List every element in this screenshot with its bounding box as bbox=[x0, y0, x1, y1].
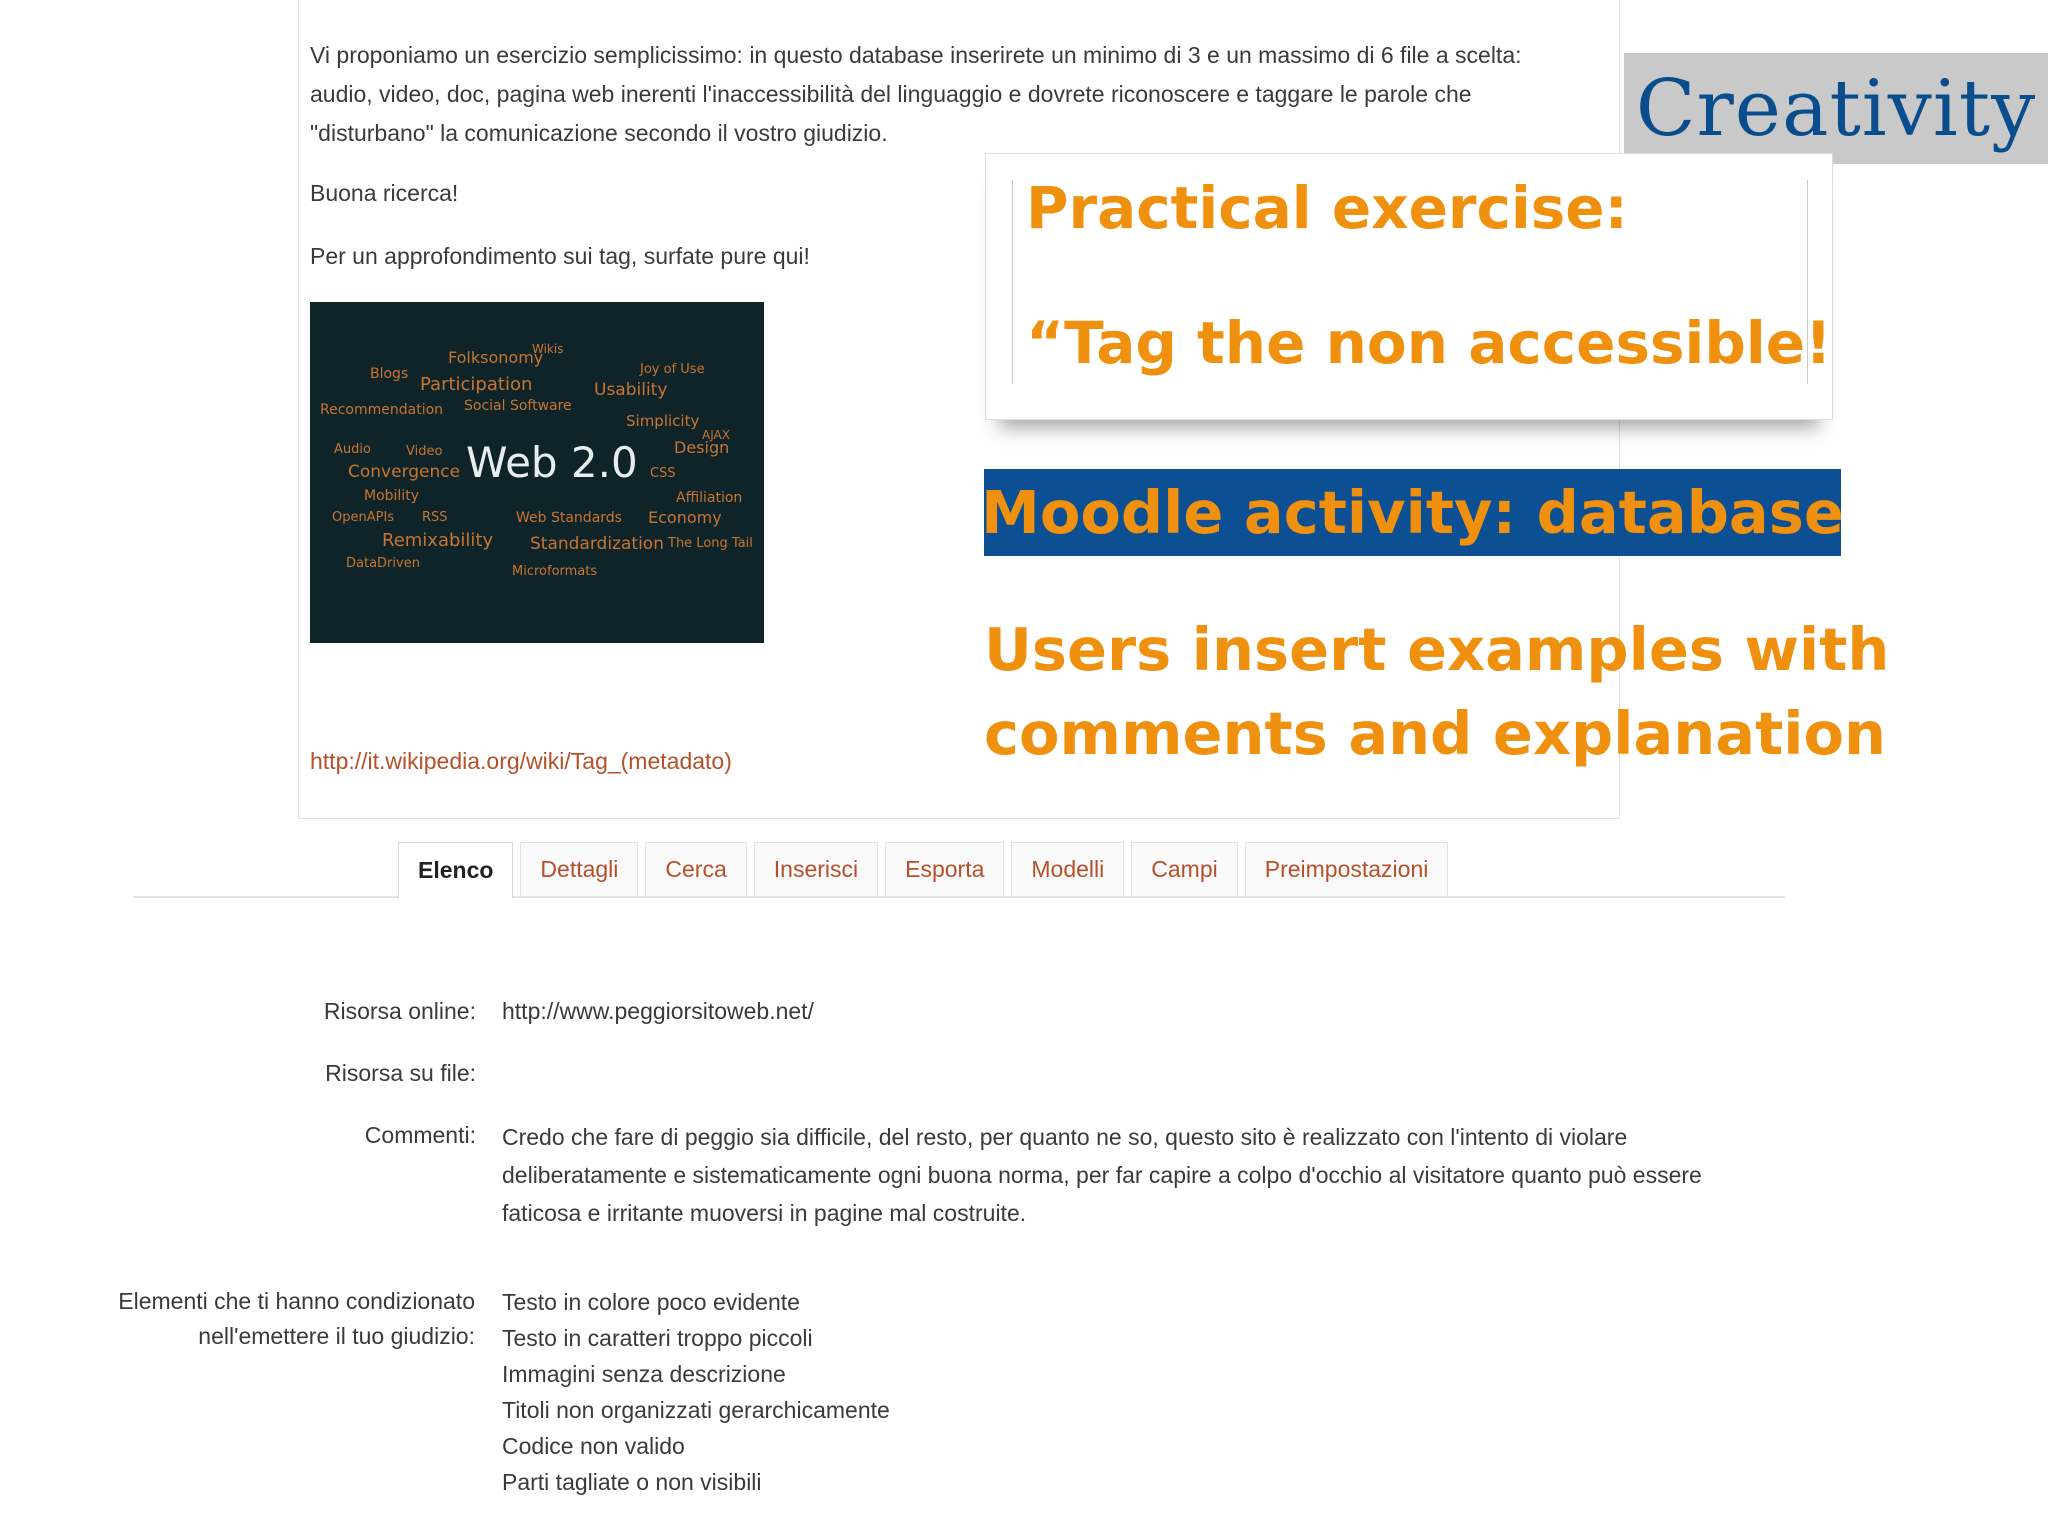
tag-cloud-word: Wikis bbox=[532, 342, 564, 356]
intro-paragraph bbox=[310, 36, 1590, 153]
list-item: Parti tagliate o non visibili bbox=[502, 1469, 762, 1495]
intro-greeting: Buona ricerca! bbox=[310, 180, 459, 206]
list-item: Testo in caratteri troppo piccoli bbox=[502, 1325, 813, 1351]
tag-cloud-word: Participation bbox=[420, 374, 533, 395]
intro-text: Vi proponiamo un esercizio semplicissimo: in questo database inserirete un minimo di 3 e un massimo di 6 file a scelta: audio, video, doc, pagina web inerenti l'inaccessibilità del linguaggio e dovrete riconoscere e taggare le parole che "disturbano" la comunicazione secondo il vostro giudizio. bbox=[310, 42, 1522, 146]
tab-campi[interactable]: Campi bbox=[1131, 842, 1237, 896]
comments-value: Credo che fare di peggio sia difficile, del resto, per quanto ne so, questo sito è realizzato con l'intento di violare deliberatamente e sistematicamente ogni buona norma, per far capire a colpo d'occhio al visitatore quanto può essere faticosa e irritante muoversi in pagine mal costruite. bbox=[502, 1124, 1702, 1226]
list-item: Titoli non organizzati gerarchicamente bbox=[502, 1397, 890, 1423]
tag-cloud-main-word: Web 2.0 bbox=[466, 438, 638, 487]
tag-cloud-word: Convergence bbox=[348, 462, 461, 482]
comments-label: Commenti: bbox=[364, 1122, 476, 1148]
list-item: Immagini senza descrizione bbox=[502, 1361, 786, 1387]
tag-cloud-word: Folksonomy bbox=[448, 348, 544, 367]
tab-elenco[interactable]: Elenco bbox=[398, 842, 513, 898]
tag-cloud-word: Remixability bbox=[382, 530, 494, 551]
tag-cloud-word: Audio bbox=[334, 442, 371, 457]
tag-cloud-word: AJAX bbox=[702, 428, 730, 442]
database-tabs bbox=[398, 842, 1448, 898]
moodle-activity-banner bbox=[981, 469, 1844, 556]
tag-cloud-word: RSS bbox=[422, 510, 448, 525]
tag-cloud-word: OpenAPIs bbox=[332, 510, 395, 525]
tag-cloud-word: Affiliation bbox=[676, 490, 743, 506]
creativity-banner bbox=[1624, 53, 2048, 164]
tab-preimpostazioni[interactable]: Preimpostazioni bbox=[1245, 842, 1449, 896]
tag-cloud-word: The Long Tail bbox=[668, 536, 753, 551]
intro-tag-hint: Per un approfondimento sui tag, surfate pure qui! bbox=[310, 243, 810, 269]
tag-cloud-word: Video bbox=[406, 444, 443, 459]
tag-cloud-word: Web Standards bbox=[516, 510, 622, 526]
online-resource-label: Risorsa online: bbox=[323, 998, 476, 1024]
exercise-subtitle: “Tag the non accessible! bbox=[1026, 309, 1832, 377]
tag-cloud-word: Microformats bbox=[512, 564, 598, 579]
tag-cloud-word: CSS bbox=[650, 466, 676, 481]
online-resource-value: http://www.peggiorsitoweb.net/ bbox=[502, 998, 814, 1024]
tag-cloud-word: Design bbox=[674, 438, 730, 457]
moodle-activity-text: Moodle activity: database bbox=[981, 478, 1844, 547]
tab-dettagli[interactable]: Dettagli bbox=[520, 842, 638, 896]
users-line-1: Users insert examples with bbox=[984, 615, 1890, 684]
web20-tag-cloud-image bbox=[310, 302, 764, 643]
elements-label: Elementi che ti hanno condizionato nell'emettere il tuo giudizio: bbox=[118, 1288, 475, 1349]
users-line-2: comments and explanation bbox=[984, 699, 1887, 768]
tab-cerca[interactable]: Cerca bbox=[645, 842, 746, 896]
users-description bbox=[984, 608, 1889, 776]
tag-cloud-word: Social Software bbox=[464, 398, 572, 414]
tag-cloud-word: DataDriven bbox=[346, 556, 420, 571]
tab-modelli[interactable]: Modelli bbox=[1011, 842, 1124, 896]
wikipedia-tag-link[interactable]: http://it.wikipedia.org/wiki/Tag_(metadato) bbox=[310, 748, 732, 774]
exercise-title: Practical exercise: bbox=[1026, 174, 1628, 242]
tag-cloud-word: Simplicity bbox=[626, 412, 700, 430]
list-item: Testo in colore poco evidente bbox=[502, 1289, 800, 1315]
tag-cloud-word: Recommendation bbox=[320, 402, 444, 418]
tab-inserisci[interactable]: Inserisci bbox=[754, 842, 878, 896]
tag-cloud-word: Standardization bbox=[530, 534, 664, 554]
elements-list bbox=[502, 1284, 890, 1500]
tag-cloud-word: Blogs bbox=[370, 366, 409, 382]
list-item: Codice non valido bbox=[502, 1433, 685, 1459]
creativity-title: Creativity bbox=[1635, 63, 2037, 154]
file-resource-label: Risorsa su file: bbox=[325, 1060, 476, 1086]
tag-cloud-word: Usability bbox=[594, 380, 668, 400]
tab-esporta[interactable]: Esporta bbox=[885, 842, 1004, 896]
tag-cloud-word: Mobility bbox=[364, 488, 419, 504]
exercise-callout bbox=[985, 153, 1833, 420]
tag-cloud-word: Economy bbox=[648, 508, 722, 527]
tag-cloud-word: Joy of Use bbox=[640, 362, 705, 377]
